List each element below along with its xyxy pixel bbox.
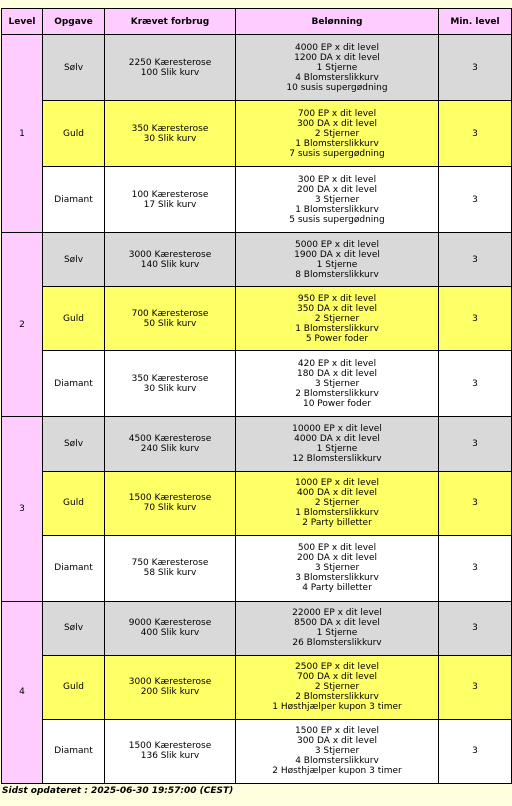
header-opgave: Opgave xyxy=(43,9,105,35)
belonning-line: 2 Blomsterslikkurv xyxy=(295,388,379,399)
belonning-line: 5 Power foder xyxy=(305,333,369,344)
belonning-line: 2 Stjerner xyxy=(314,313,360,324)
belonning-cell xyxy=(236,535,439,601)
belonning-line: 1 Blomsterslikkurv xyxy=(295,508,379,519)
kraevet-forbrug-cell xyxy=(105,655,236,719)
belonning-cell xyxy=(236,417,439,471)
forbrug-line: 3000 Kæresterose xyxy=(128,249,212,260)
belonning-line: 3 Stjerner xyxy=(314,746,360,757)
belonning-line: 2 Stjerner xyxy=(314,498,360,509)
belonning-cell xyxy=(236,35,439,101)
task-table xyxy=(1,8,512,784)
kraevet-forbrug-cell xyxy=(105,535,236,601)
table-row xyxy=(2,167,512,233)
opgave-cell: Diamant xyxy=(43,535,105,601)
header-min-level: Min. level xyxy=(439,9,512,35)
forbrug-line: 100 Slik kurv xyxy=(140,67,200,78)
belonning-cell xyxy=(236,601,439,655)
belonning-line: 26 Blomsterslikkurv xyxy=(292,638,382,649)
belonning-line: 3 Stjerner xyxy=(314,563,360,574)
forbrug-line: 4500 Kæresterose xyxy=(128,433,212,444)
belonning-line: 7 susis supergødning xyxy=(289,148,385,159)
belonning-line: 400 DA x dit level xyxy=(296,488,378,499)
kraevet-forbrug-cell xyxy=(105,287,236,351)
belonning-cell xyxy=(236,101,439,167)
table-row xyxy=(2,471,512,535)
belonning-line: 420 EP x dit level xyxy=(297,358,377,369)
kraevet-forbrug-cell xyxy=(105,417,236,471)
table-row xyxy=(2,655,512,719)
opgave-cell: Sølv xyxy=(43,601,105,655)
belonning-line: 10 Power foder xyxy=(302,398,371,409)
kraevet-forbrug-cell xyxy=(105,471,236,535)
table-row xyxy=(2,35,512,101)
header-row xyxy=(2,9,512,35)
forbrug-line: 70 Slik kurv xyxy=(143,503,197,514)
table-row xyxy=(2,351,512,417)
belonning-cell xyxy=(236,719,439,783)
min-level-cell: 3 xyxy=(439,35,512,101)
belonning-line: 5 susis supergødning xyxy=(289,214,385,225)
belonning-line: 1 Stjerne xyxy=(316,259,358,270)
belonning-line: 350 DA x dit level xyxy=(296,303,378,314)
forbrug-line: 3000 Kæresterose xyxy=(128,677,212,688)
kraevet-forbrug-cell xyxy=(105,601,236,655)
forbrug-line: 9000 Kæresterose xyxy=(128,618,212,629)
belonning-cell xyxy=(236,471,439,535)
min-level-cell: 3 xyxy=(439,471,512,535)
belonning-cell xyxy=(236,655,439,719)
opgave-cell: Guld xyxy=(43,287,105,351)
belonning-line: 2 Stjerner xyxy=(314,682,360,693)
forbrug-line: 750 Kæresterose xyxy=(131,558,209,569)
forbrug-line: 136 Slik kurv xyxy=(140,751,200,762)
belonning-line: 950 EP x dit level xyxy=(297,293,377,304)
belonning-line: 300 DA x dit level xyxy=(296,736,378,747)
belonning-line: 22000 EP x dit level xyxy=(292,608,382,619)
belonning-line: 2 Høsthjælper kupon 3 timer xyxy=(272,766,402,777)
forbrug-line: 30 Slik kurv xyxy=(143,133,197,144)
level-cell: 4 xyxy=(2,601,43,783)
belonning-line: 4 Blomsterslikkurv xyxy=(295,756,379,767)
kraevet-forbrug-cell xyxy=(105,351,236,417)
belonning-line: 2 Blomsterslikkurv xyxy=(295,692,379,703)
header-kraevet-forbrug: Krævet forbrug xyxy=(105,9,236,35)
belonning-line: 1 Stjerne xyxy=(316,62,358,73)
forbrug-line: 400 Slik kurv xyxy=(140,628,200,639)
forbrug-line: 100 Kæresterose xyxy=(131,189,209,200)
forbrug-line: 700 Kæresterose xyxy=(131,308,209,319)
belonning-line: 10000 EP x dit level xyxy=(292,423,382,434)
belonning-line: 200 DA x dit level xyxy=(296,553,378,564)
table-row xyxy=(2,233,512,287)
belonning-line: 1 Høsthjælper kupon 3 timer xyxy=(272,702,402,713)
min-level-cell: 3 xyxy=(439,535,512,601)
belonning-line: 1000 EP x dit level xyxy=(295,478,379,489)
belonning-line: 1500 EP x dit level xyxy=(295,726,379,737)
table-row xyxy=(2,535,512,601)
opgave-cell: Guld xyxy=(43,101,105,167)
kraevet-forbrug-cell xyxy=(105,233,236,287)
belonning-line: 3 Blomsterslikkurv xyxy=(295,573,379,584)
forbrug-line: 350 Kæresterose xyxy=(131,123,209,134)
belonning-line: 1 Blomsterslikkurv xyxy=(295,138,379,149)
belonning-line: 12 Blomsterslikkurv xyxy=(292,453,382,464)
min-level-cell: 3 xyxy=(439,233,512,287)
belonning-line: 180 DA x dit level xyxy=(296,368,378,379)
belonning-line: 3 Stjerner xyxy=(314,194,360,205)
opgave-cell: Diamant xyxy=(43,719,105,783)
level-cell: 3 xyxy=(2,417,43,601)
table-row xyxy=(2,287,512,351)
belonning-line: 1900 DA x dit level xyxy=(294,249,380,260)
last-updated: Sidst opdateret : 2025-06-30 19:57:00 (CEST) xyxy=(2,786,234,796)
level-cell: 1 xyxy=(2,35,43,233)
forbrug-line: 1500 Kæresterose xyxy=(128,493,212,504)
opgave-cell: Diamant xyxy=(43,351,105,417)
table-row xyxy=(2,417,512,471)
forbrug-line: 200 Slik kurv xyxy=(140,687,200,698)
belonning-line: 1200 DA x dit level xyxy=(294,52,380,63)
min-level-cell: 3 xyxy=(439,655,512,719)
min-level-cell: 3 xyxy=(439,417,512,471)
min-level-cell: 3 xyxy=(439,351,512,417)
belonning-cell xyxy=(236,233,439,287)
belonning-line: 200 DA x dit level xyxy=(296,184,378,195)
opgave-cell: Guld xyxy=(43,471,105,535)
min-level-cell: 3 xyxy=(439,719,512,783)
min-level-cell: 3 xyxy=(439,601,512,655)
belonning-line: 4000 DA x dit level xyxy=(294,433,380,444)
table-row xyxy=(2,101,512,167)
belonning-line: 8 Blomsterslikkurv xyxy=(295,269,379,280)
kraevet-forbrug-cell xyxy=(105,101,236,167)
table-body xyxy=(2,35,512,784)
belonning-line: 2500 EP x dit level xyxy=(295,662,379,673)
forbrug-line: 350 Kæresterose xyxy=(131,373,209,384)
belonning-line: 3 Stjerner xyxy=(314,378,360,389)
opgave-cell: Guld xyxy=(43,655,105,719)
kraevet-forbrug-cell xyxy=(105,167,236,233)
belonning-line: 4 Party billetter xyxy=(302,583,372,594)
level-cell: 2 xyxy=(2,233,43,417)
belonning-line: 1 Stjerne xyxy=(316,443,358,454)
opgave-cell: Sølv xyxy=(43,35,105,101)
table-row xyxy=(2,601,512,655)
belonning-line: 1 Blomsterslikkurv xyxy=(295,323,379,334)
belonning-line: 300 EP x dit level xyxy=(297,174,377,185)
forbrug-line: 50 Slik kurv xyxy=(143,318,197,329)
belonning-line: 5000 EP x dit level xyxy=(295,239,379,250)
belonning-line: 2 Stjerner xyxy=(314,128,360,139)
belonning-line: 4000 EP x dit level xyxy=(295,42,379,53)
belonning-line: 1 Stjerne xyxy=(316,628,358,639)
opgave-cell: Sølv xyxy=(43,233,105,287)
belonning-cell xyxy=(236,351,439,417)
belonning-line: 1 Blomsterslikkurv xyxy=(295,204,379,215)
belonning-line: 2 Party billetter xyxy=(302,518,372,529)
min-level-cell: 3 xyxy=(439,101,512,167)
forbrug-line: 17 Slik kurv xyxy=(143,199,197,210)
belonning-cell xyxy=(236,167,439,233)
table-row xyxy=(2,719,512,783)
header-level: Level xyxy=(2,9,43,35)
min-level-cell: 3 xyxy=(439,287,512,351)
min-level-cell: 3 xyxy=(439,167,512,233)
belonning-line: 10 susis supergødning xyxy=(286,82,388,93)
forbrug-line: 1500 Kæresterose xyxy=(128,741,212,752)
forbrug-line: 2250 Kæresterose xyxy=(128,57,212,68)
header-belonning: Belønning xyxy=(236,9,439,35)
belonning-line: 4 Blomsterslikkurv xyxy=(295,72,379,83)
forbrug-line: 140 Slik kurv xyxy=(140,259,200,270)
forbrug-line: 240 Slik kurv xyxy=(140,443,200,454)
kraevet-forbrug-cell xyxy=(105,35,236,101)
belonning-line: 700 EP x dit level xyxy=(297,108,377,119)
opgave-cell: Diamant xyxy=(43,167,105,233)
forbrug-line: 30 Slik kurv xyxy=(143,383,197,394)
belonning-line: 8500 DA x dit level xyxy=(294,618,380,629)
forbrug-line: 58 Slik kurv xyxy=(143,568,197,579)
kraevet-forbrug-cell xyxy=(105,719,236,783)
belonning-line: 500 EP x dit level xyxy=(297,543,377,554)
opgave-cell: Sølv xyxy=(43,417,105,471)
belonning-cell xyxy=(236,287,439,351)
belonning-line: 700 DA x dit level xyxy=(296,672,378,683)
belonning-line: 300 DA x dit level xyxy=(296,118,378,129)
